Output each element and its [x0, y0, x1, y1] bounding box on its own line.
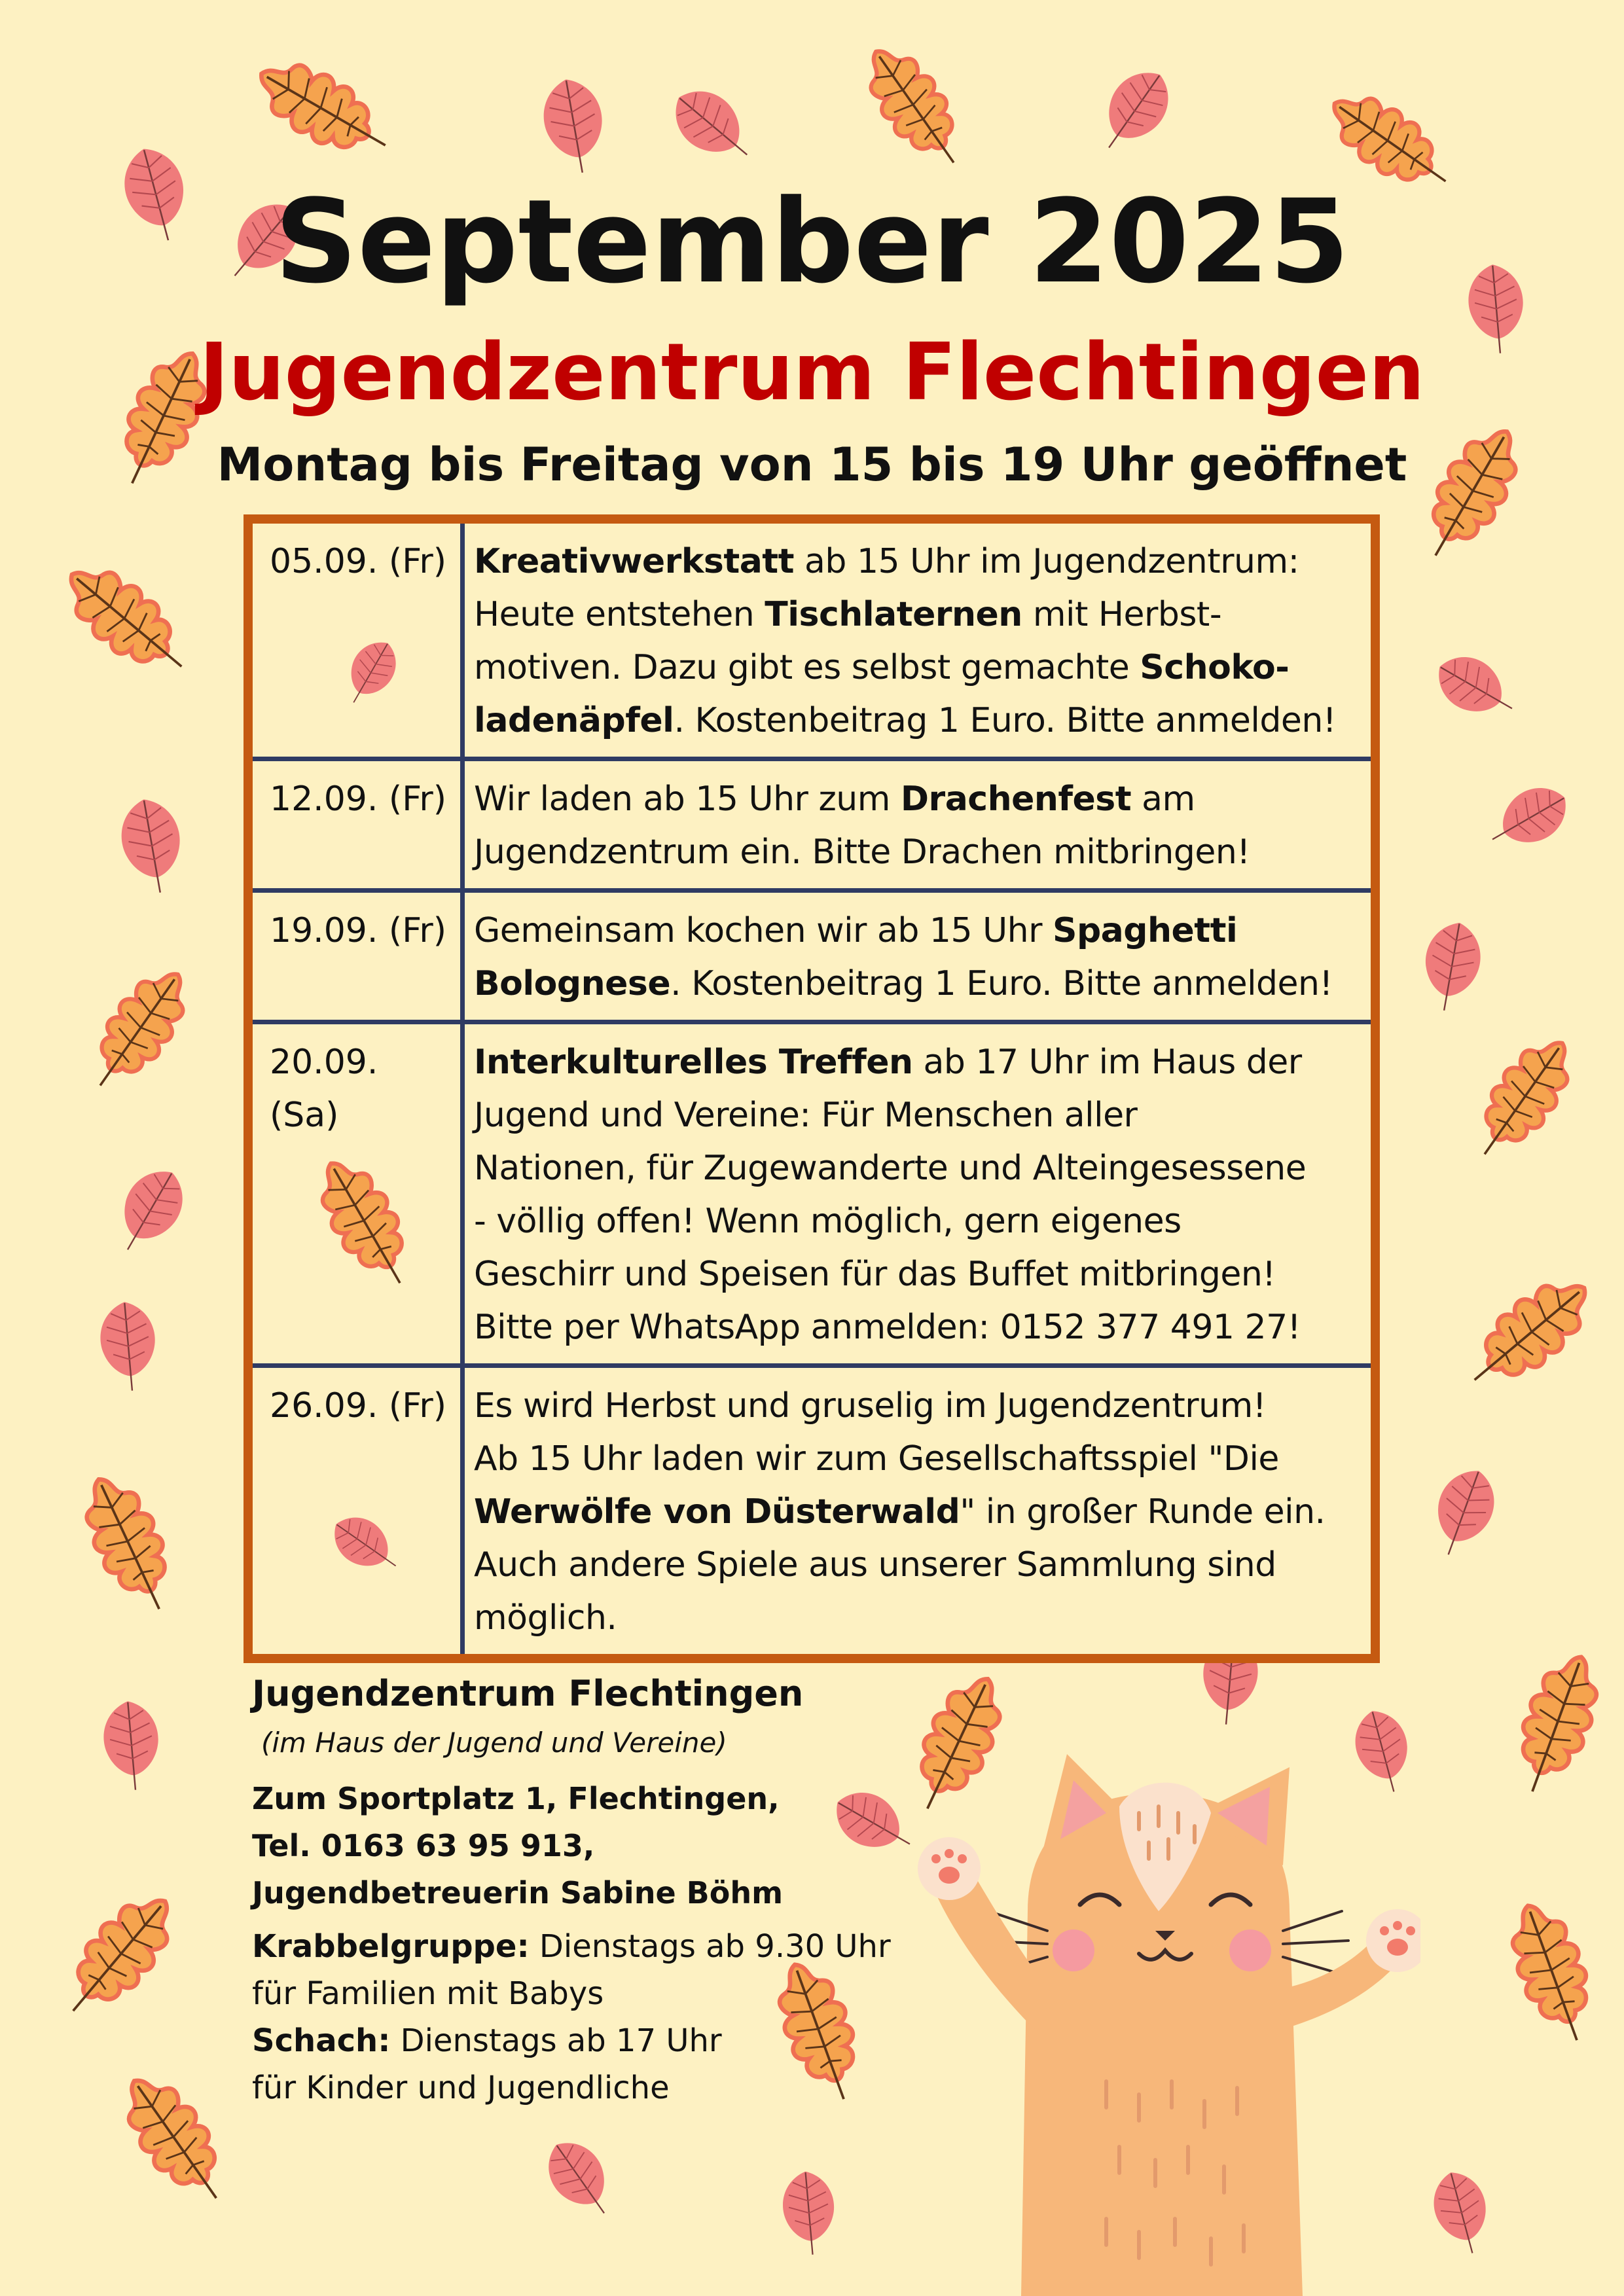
- opening-hours: Montag bis Freitag von 15 bis 19 Uhr geöffnet: [217, 438, 1407, 492]
- event-description: [465, 893, 1371, 1020]
- group-krabbelgruppe-audience: für Familien mit Babys: [252, 1975, 604, 2012]
- event-date: 19.09. (Fr): [253, 893, 465, 1020]
- description-line: Kreativwerkstatt ab 15 Uhr im Jugendzentrum:: [474, 542, 1299, 581]
- description-line: Heute entstehen Tischlaternen mit Herbst-: [474, 595, 1222, 634]
- event-description: [465, 524, 1371, 757]
- event-date: 12.09. (Fr): [253, 761, 465, 888]
- description-line: Bitte per WhatsApp anmelden: 0152 377 491 27!: [474, 1308, 1301, 1347]
- description-line: Ab 15 Uhr laden wir zum Gesellschaftsspiel "Die: [474, 1439, 1279, 1479]
- description-line: Gemeinsam kochen wir ab 15 Uhr Spaghetti: [474, 911, 1238, 950]
- description-line: Wir laden ab 15 Uhr zum Drachenfest am: [474, 780, 1195, 819]
- oak-leaf-icon: [292, 1142, 436, 1315]
- description-line: Bolognese. Kostenbeitrag 1 Euro. Bitte anmelden!: [474, 964, 1333, 1003]
- page-title: September 2025: [274, 175, 1350, 309]
- description-line: motiven. Dazu gibt es selbst gemachte Schoko-: [474, 648, 1290, 687]
- contact-info: [252, 1668, 907, 2111]
- footer-location-note: (im Haus der Jugend und Vereine): [261, 1727, 727, 1759]
- event-description: [465, 1024, 1371, 1363]
- description-line: Geschirr und Speisen für das Buffet mitbringen!: [474, 1255, 1276, 1294]
- description-line: Jugend und Vereine: Für Menschen aller: [474, 1096, 1138, 1135]
- event-schedule-table: [244, 514, 1380, 1663]
- event-row: [253, 761, 1371, 893]
- event-date: 20.09. (Sa): [253, 1024, 465, 1363]
- group-krabbelgruppe: Krabbelgruppe: Dienstags ab 9.30 Uhr: [252, 1928, 891, 1965]
- footer-address-block: [252, 1775, 907, 1916]
- group-schach: Schach: Dienstags ab 17 Uhr: [252, 2022, 722, 2059]
- group-schach-audience: für Kinder und Jugendliche: [252, 2070, 670, 2106]
- event-date: 05.09. (Fr): [253, 524, 465, 757]
- birch-leaf-icon: [305, 1486, 416, 1613]
- cat-illustration: [831, 1715, 1420, 2296]
- description-line: Nationen, für Zugewanderte und Alteingesessene: [474, 1149, 1307, 1188]
- event-row: [253, 1368, 1371, 1654]
- regular-groups: [252, 1923, 907, 2111]
- footer-contact-person: Jugendbetreuerin Sabine Böhm: [252, 1875, 783, 1910]
- description-line: möglich.: [474, 1598, 617, 1638]
- event-description: [465, 761, 1371, 888]
- birch-leaf-icon: [325, 615, 423, 736]
- page-subtitle: Jugendzentrum Flechtingen: [199, 327, 1425, 418]
- description-line: - völlig offen! Wenn möglich, gern eigenes: [474, 1202, 1182, 1241]
- event-description: [465, 1368, 1371, 1654]
- footer-org-name: Jugendzentrum Flechtingen: [252, 1673, 804, 1714]
- event-date: 26.09. (Fr): [253, 1368, 465, 1654]
- description-line: Jugendzentrum ein. Bitte Drachen mitbringen!: [474, 833, 1250, 872]
- event-row: [253, 524, 1371, 761]
- footer-phone: Tel. 0163 63 95 913,: [252, 1828, 595, 1863]
- event-row: [253, 893, 1371, 1024]
- description-line: Interkulturelles Treffen ab 17 Uhr im Haus der: [474, 1043, 1302, 1082]
- description-line: Auch andere Spiele aus unserer Sammlung sind: [474, 1545, 1276, 1585]
- description-line: Es wird Herbst und gruselig im Jugendzentrum!: [474, 1386, 1267, 1426]
- event-row: [253, 1024, 1371, 1368]
- description-line: Werwölfe von Düsterwald" in großer Runde ein.: [474, 1492, 1326, 1532]
- footer-address: Zum Sportplatz 1, Flechtingen,: [252, 1781, 780, 1816]
- description-line: ladenäpfel. Kostenbeitrag 1 Euro. Bitte anmelden!: [474, 701, 1337, 740]
